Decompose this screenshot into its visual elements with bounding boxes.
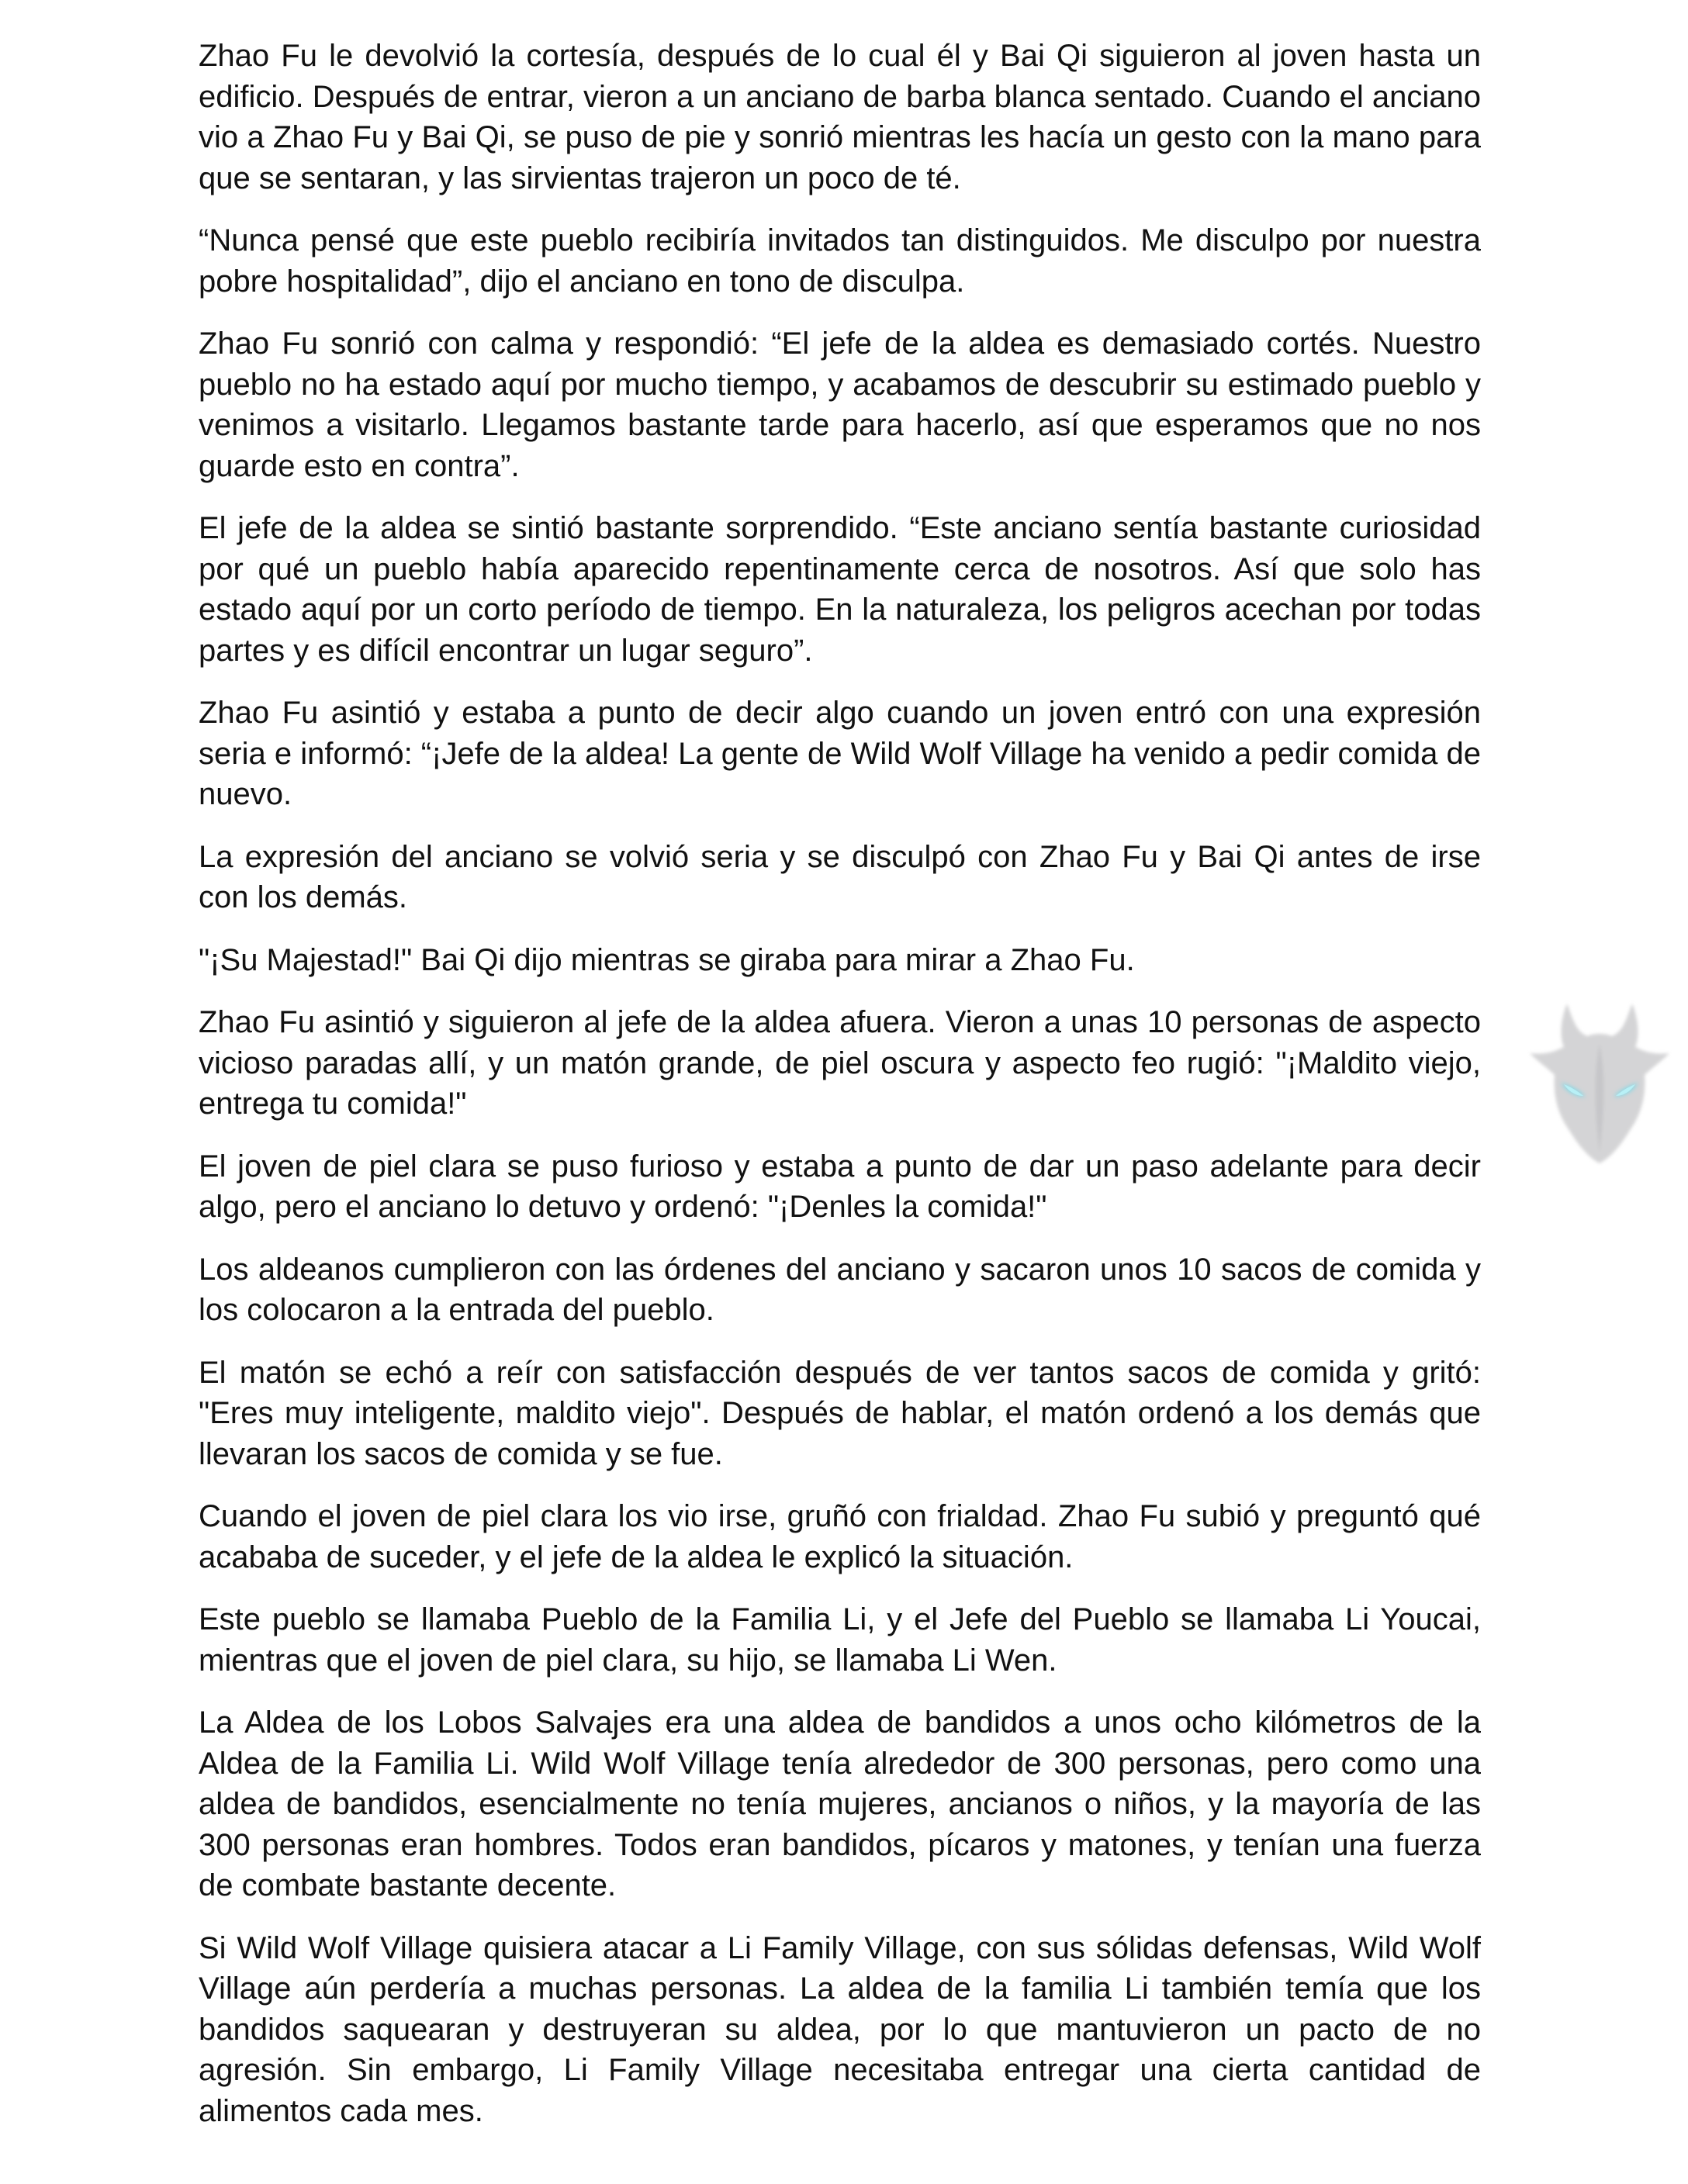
demon-head-watermark-icon [1522,997,1677,1176]
paragraph-12: Cuando el joven de piel clara los vio irse, gruñó con frialdad. Zhao Fu subió y preguntó qué acababa de suceder, y el jefe de la aldea le explicó la situación. [199,1499,1481,1574]
paragraph-15: Si Wild Wolf Village quisiera atacar a Li Family Village, con sus sólidas defensas, Wild Wolf Village aún perdería a muchas personas. La aldea de la familia Li también temía que los bandidos saquearan y destruyeran su aldea, por lo que mantuvieron un pacto de no agresión. Sin embargo, Li Family Village necesitaba entregar una cierta cantidad de alimentos cada mes. [199,1930,1481,2128]
paragraph-13: Este pueblo se llamaba Pueblo de la Familia Li, y el Jefe del Pueblo se llamaba Li Youcai, mientras que el joven de piel clara, su hijo, se llamaba Li Wen. [199,1602,1481,1678]
paragraph-2: “Nunca pensé que este pueblo recibiría invitados tan distinguidos. Me disculpo por nuestra pobre hospitalidad”, dijo el anciano en tono de disculpa. [199,223,1481,299]
paragraph-6: La expresión del anciano se volvió seria y se disculpó con Zhao Fu y Bai Qi antes de irse con los demás. [199,839,1481,914]
paragraph-4: El jefe de la aldea se sintió bastante sorprendido. “Este anciano sentía bastante curiosidad por qué un pueblo había aparecido repentinamente cerca de nosotros. Así que solo has estado aquí por un corto período de tiempo. En la naturaleza, los peligros acechan por todas partes y es difícil encontrar un lugar seguro”. [199,511,1481,668]
paragraph-3: Zhao Fu sonrió con calma y respondió: “El jefe de la aldea es demasiado cortés. Nuestro pueblo no ha estado aquí por mucho tiempo, y acabamos de descubrir su estimado pueblo y venimos a visitarlo. Llegamos bastante tarde para hacerlo, así que esperamos que no nos guarde esto en contra”. [199,327,1481,483]
document-body [199,36,1481,2153]
paragraph-14: La Aldea de los Lobos Salvajes era una aldea de bandidos a unos ocho kilómetros de la Aldea de la Familia Li. Wild Wolf Village tenía alrededor de 300 personas, pero como una aldea de bandidos, esencialmente no tenía mujeres, ancianos o niños, y la mayoría de las 300 personas eran hombres. Todos eran bandidos, pícaros y matones, y tenían una fuerza de combate bastante decente. [199,1705,1481,1902]
paragraph-8: Zhao Fu asintió y siguieron al jefe de la aldea afuera. Vieron a unas 10 personas de aspecto vicioso paradas allí, y un matón grande, de piel oscura y aspecto feo rugió: "¡Maldito viejo, entrega tu comida!" [199,1005,1481,1121]
paragraph-7: "¡Su Majestad!" Bai Qi dijo mientras se giraba para mirar a Zhao Fu. [199,942,1135,977]
paragraph-11: El matón se echó a reír con satisfacción después de ver tantos sacos de comida y gritó: "Eres muy inteligente, maldito viejo". Después de hablar, el matón ordenó a los demás que llevaran los sacos de comida y se fue. [199,1355,1481,1471]
paragraph-5: Zhao Fu asintió y estaba a punto de decir algo cuando un joven entró con una expresión seria e informó: “¡Jefe de la aldea! La gente de Wild Wolf Village ha venido a pedir comida de nuevo. [199,696,1481,811]
paragraph-1: Zhao Fu le devolvió la cortesía, después de lo cual él y Bai Qi siguieron al joven hasta un edificio. Después de entrar, vieron a un anciano de barba blanca sentado. Cuando el anciano vio a Zhao Fu y Bai Qi, se puso de pie y sonrió mientras les hacía un gesto con la mano para que se sentaran, y las sirvientas trajeron un poco de té. [199,39,1481,195]
paragraph-10: Los aldeanos cumplieron con las órdenes del anciano y sacaron unos 10 sacos de comida y los colocaron a la entrada del pueblo. [199,1252,1481,1327]
paragraph-9: El joven de piel clara se puso furioso y estaba a punto de dar un paso adelante para decir algo, pero el anciano lo detuvo y ordenó: "¡Denles la comida!" [199,1149,1481,1224]
